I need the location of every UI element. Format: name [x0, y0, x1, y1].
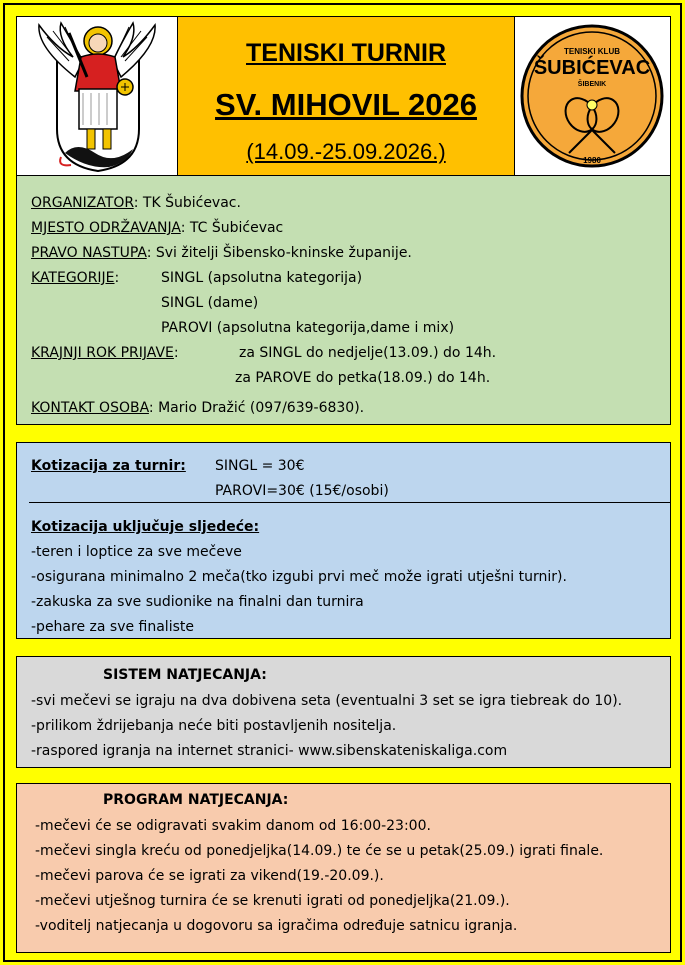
organizator-label: ORGANIZATOR [31, 195, 134, 211]
header [16, 16, 671, 176]
list-item: -pehare za sve finaliste [31, 619, 194, 635]
list-item: -raspored igranja na internet stranici- www.sibenskateniskaliga.com [31, 743, 508, 759]
list-item: -mečevi utješnog turnira će se krenuti igrati od ponedjeljka(21.09.). [35, 893, 510, 909]
kotizacija-singl: SINGL = 30€ [215, 458, 305, 474]
rok-colon: : [173, 345, 179, 361]
list-item: -svi mečevi se igraju na dva dobivena seta (eventualni 3 set se igra tiebreak do 10). [31, 693, 623, 709]
kategorija-item: SINGL (dame) [161, 295, 259, 311]
kategorije-row [31, 270, 119, 286]
mjesto-row [31, 220, 283, 236]
list-item: -voditelj natjecanja u dogovoru sa igračima određuje satnicu igranja. [35, 918, 518, 934]
club-logo [514, 17, 670, 175]
list-item: -teren i loptice za sve mečeve [31, 544, 242, 560]
list-item: -mečevi će se odigravati svakim danom od 16:00-23:00. [35, 818, 431, 834]
kontakt-row [31, 400, 364, 416]
tournament-title: TENISKI TURNIR [246, 39, 446, 67]
logo-top-text: TENISKI KLUB [564, 47, 620, 56]
sistem-title: SISTEM NATJECANJA: [103, 667, 267, 683]
mjesto-label: MJESTO ODRŽAVANJA [31, 220, 181, 236]
sistem-section [16, 656, 671, 768]
organizator-value: : TK Šubićevac. [133, 195, 241, 211]
logo-club-name: ŠUBIĆEVAC [533, 57, 651, 79]
list-item: -zakuska za sve sudionike na finalni dan turnira [31, 594, 364, 610]
logo-year: 1980 [583, 156, 601, 165]
program-section [16, 783, 671, 953]
kotizacija-label: Kotizacija za turnir: [31, 458, 186, 474]
program-title: PROGRAM NATJECANJA: [103, 792, 289, 808]
pravo-row [31, 245, 412, 261]
list-item: -prilikom ždrijebanja neće biti postavljenih nositelja. [31, 718, 397, 734]
kategorije-label: KATEGORIJE [31, 270, 115, 286]
list-item: -mečevi parova će se igrati za vikend(19.-20.09.). [35, 868, 384, 884]
tennis-club-logo-icon [515, 17, 670, 175]
kotizacija-parovi: PAROVI=30€ (15€/osobi) [215, 483, 389, 499]
pravo-label: PRAVO NASTUPA [31, 245, 147, 261]
organizator-row [31, 195, 241, 211]
mjesto-value: : TC Šubićevac [180, 220, 284, 236]
tournament-dates: (14.09.-25.09.2026.) [246, 139, 446, 164]
title-panel [178, 17, 514, 175]
info-section [16, 175, 671, 425]
list-item: -mečevi singla kreću od ponedjeljka(14.09.) te će se u petak(25.09.) igrati finale. [35, 843, 604, 859]
coat-of-arms [17, 17, 178, 175]
logo-city: ŠIBENIK [577, 81, 607, 88]
kotizacija-section [16, 442, 671, 639]
saint-michael-crest-icon [17, 17, 177, 175]
rok-parovi: za PAROVE do petka(18.09.) do 14h. [235, 370, 491, 386]
rok-singl: za SINGL do nedjelje(13.09.) do 14h. [239, 345, 497, 361]
kategorije-colon: : [114, 270, 120, 286]
kontakt-label: KONTAKT OSOBA [31, 400, 149, 416]
kategorija-item: SINGL (apsolutna kategorija) [161, 270, 363, 286]
list-item: -osigurana minimalno 2 meča(tko izgubi prvi meč može igrati utješni turnir). [31, 569, 567, 585]
ukljucuje-label: Kotizacija uključuje sljedeće: [31, 519, 260, 535]
kontakt-value: : Mario Dražić (097/639-6830). [148, 400, 365, 416]
rok-label: KRAJNJI ROK PRIJAVE [31, 345, 174, 361]
kategorija-item: PAROVI (apsolutna kategorija,dame i mix) [161, 320, 455, 336]
divider [29, 502, 670, 503]
pravo-value: : Svi žitelji Šibensko-kninske županije. [146, 245, 412, 261]
rok-row [31, 345, 179, 361]
tournament-subtitle: SV. MIHOVIL 2026 [215, 87, 477, 122]
